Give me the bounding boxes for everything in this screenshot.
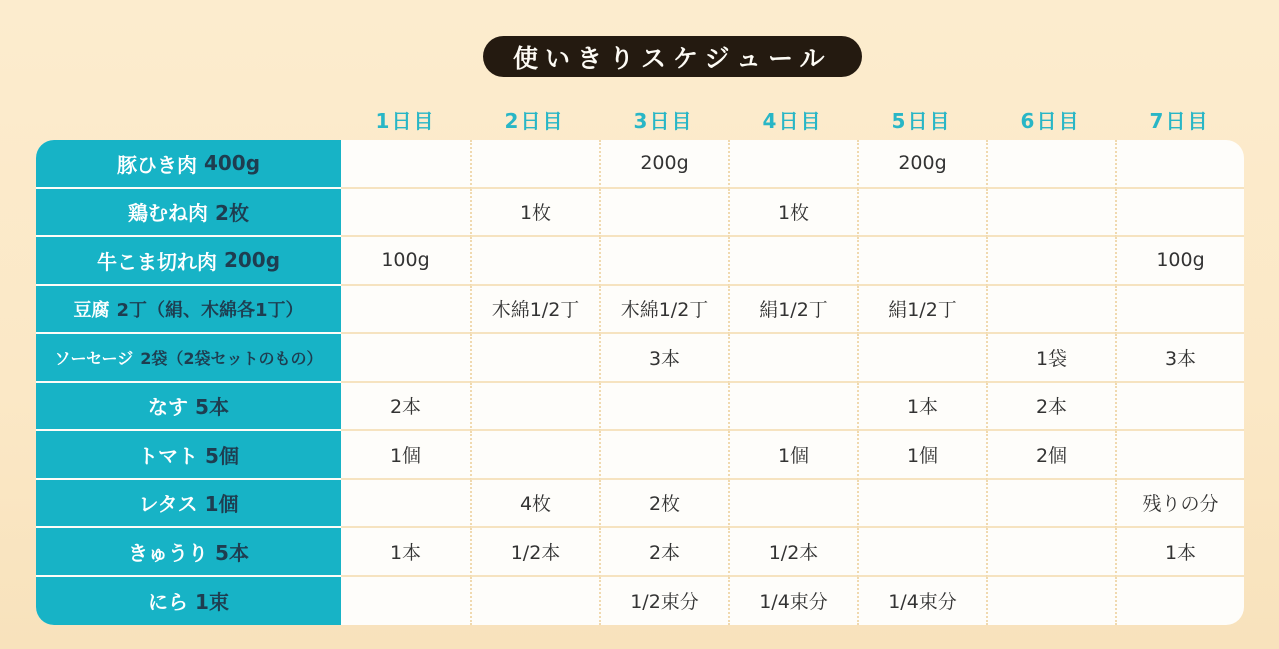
- item-total-quantity: 5個: [205, 443, 239, 468]
- cell-day1: 1本: [341, 528, 470, 577]
- cell-day4: [728, 140, 857, 189]
- cell-day5: [857, 528, 986, 577]
- cell-day4: [728, 480, 857, 529]
- item-total-quantity: 2丁（絹、木綿各1丁）: [116, 299, 304, 321]
- cell-day5: 1個: [857, 431, 986, 480]
- cell-day3: 200g: [599, 140, 728, 189]
- day-header-1: 1日目: [375, 108, 436, 133]
- item-name: 牛こま切れ肉: [96, 249, 217, 274]
- item-name: なす: [148, 395, 189, 420]
- cell-day5: 200g: [857, 140, 986, 189]
- day-header-4: 4日目: [762, 108, 823, 133]
- cell-day4: 1/4束分: [728, 577, 857, 626]
- row-header: [36, 431, 341, 480]
- cell-day1: [341, 286, 470, 335]
- cell-day6: 2本: [986, 383, 1115, 432]
- cell-day2: [470, 577, 599, 626]
- cell-day3: 木綿1/2丁: [599, 286, 728, 335]
- cell-day1: [341, 480, 470, 529]
- cell-day4: [728, 383, 857, 432]
- cell-day2: [470, 383, 599, 432]
- cell-day6: [986, 577, 1115, 626]
- cell-day5: 1/4束分: [857, 577, 986, 626]
- cell-day6: [986, 528, 1115, 577]
- cell-day6: 1袋: [986, 334, 1115, 383]
- day-header-6: 6日目: [1020, 108, 1081, 133]
- row-header: [36, 140, 341, 189]
- item-total-quantity: 2袋（2袋セットのもの）: [140, 348, 323, 368]
- day-header-5: 5日目: [891, 108, 952, 133]
- cell-day1: 2本: [341, 383, 470, 432]
- cell-day1: [341, 334, 470, 383]
- item-name: 豚ひき肉: [116, 152, 197, 177]
- cell-day2: 1枚: [470, 189, 599, 238]
- cell-day7: [1115, 431, 1244, 480]
- row-header: [36, 383, 341, 432]
- cell-day5: [857, 334, 986, 383]
- item-total-quantity: 5本: [215, 540, 249, 565]
- cell-day7: [1115, 189, 1244, 238]
- row-header: [36, 334, 341, 383]
- cell-day1: [341, 189, 470, 238]
- cell-day2: 1/2本: [470, 528, 599, 577]
- cell-day1: [341, 577, 470, 626]
- cell-day5: [857, 237, 986, 286]
- cell-day3: [599, 383, 728, 432]
- cell-day4: 絹1/2丁: [728, 286, 857, 335]
- day-header-row: [36, 102, 1244, 136]
- cell-day7: 残りの分: [1115, 480, 1244, 529]
- item-total-quantity: 400g: [203, 151, 261, 176]
- item-name: きゅうり: [128, 540, 209, 565]
- page-title: 使いきりスケジュール: [513, 43, 832, 73]
- cell-day1: 1個: [341, 431, 470, 480]
- row-header: [36, 237, 341, 286]
- cell-day2: [470, 237, 599, 286]
- item-name: レタス: [138, 492, 198, 517]
- item-total-quantity: 1束: [195, 590, 229, 615]
- item-name: トマト: [138, 443, 199, 468]
- cell-day6: 2個: [986, 431, 1115, 480]
- item-name: 鶏むね肉: [128, 201, 209, 226]
- cell-day7: 1本: [1115, 528, 1244, 577]
- cell-day2: 4枚: [470, 480, 599, 529]
- cell-day4: [728, 334, 857, 383]
- cell-day7: [1115, 383, 1244, 432]
- cell-day3: [599, 237, 728, 286]
- cell-day4: [728, 237, 857, 286]
- cell-day3: 3本: [599, 334, 728, 383]
- cell-day3: [599, 189, 728, 238]
- cell-day7: 3本: [1115, 334, 1244, 383]
- cell-day2: 木綿1/2丁: [470, 286, 599, 335]
- cell-day6: [986, 286, 1115, 335]
- cell-day2: [470, 334, 599, 383]
- cell-day6: [986, 480, 1115, 529]
- row-header: [36, 577, 341, 626]
- item-total-quantity: 200g: [223, 248, 281, 273]
- cell-day7: [1115, 577, 1244, 626]
- row-header: [36, 480, 341, 529]
- cell-day4: 1/2本: [728, 528, 857, 577]
- cell-day3: 1/2束分: [599, 577, 728, 626]
- cell-day6: [986, 237, 1115, 286]
- item-total-quantity: 5本: [195, 395, 229, 420]
- item-name: ソーセージ: [54, 348, 134, 368]
- cell-day7: 100g: [1115, 237, 1244, 286]
- cell-day2: [470, 431, 599, 480]
- cell-day3: 2本: [599, 528, 728, 577]
- cell-day6: [986, 189, 1115, 238]
- cell-day5: [857, 480, 986, 529]
- row-header: [36, 189, 341, 238]
- schedule-table: [36, 140, 1244, 625]
- cell-day7: [1115, 140, 1244, 189]
- cell-day3: 2枚: [599, 480, 728, 529]
- cell-day3: [599, 431, 728, 480]
- item-total-quantity: 1個: [204, 492, 239, 517]
- cell-day5: 1本: [857, 383, 986, 432]
- cell-day1: 100g: [341, 237, 470, 286]
- day-header-2: 2日目: [504, 108, 565, 133]
- item-total-quantity: 2枚: [215, 201, 249, 226]
- day-header-spacer: [36, 102, 341, 136]
- row-header: [36, 286, 341, 335]
- cell-day6: [986, 140, 1115, 189]
- cell-day4: 1個: [728, 431, 857, 480]
- cell-day5: 絹1/2丁: [857, 286, 986, 335]
- day-header-7: 7日目: [1149, 108, 1210, 133]
- item-name: にら: [148, 590, 189, 615]
- cell-day2: [470, 140, 599, 189]
- item-name: 豆腐: [73, 299, 110, 321]
- title-pill: [483, 36, 862, 77]
- day-header-3: 3日目: [633, 108, 694, 133]
- cell-day1: [341, 140, 470, 189]
- cell-day7: [1115, 286, 1244, 335]
- cell-day4: 1枚: [728, 189, 857, 238]
- cell-day5: [857, 189, 986, 238]
- row-header: [36, 528, 341, 577]
